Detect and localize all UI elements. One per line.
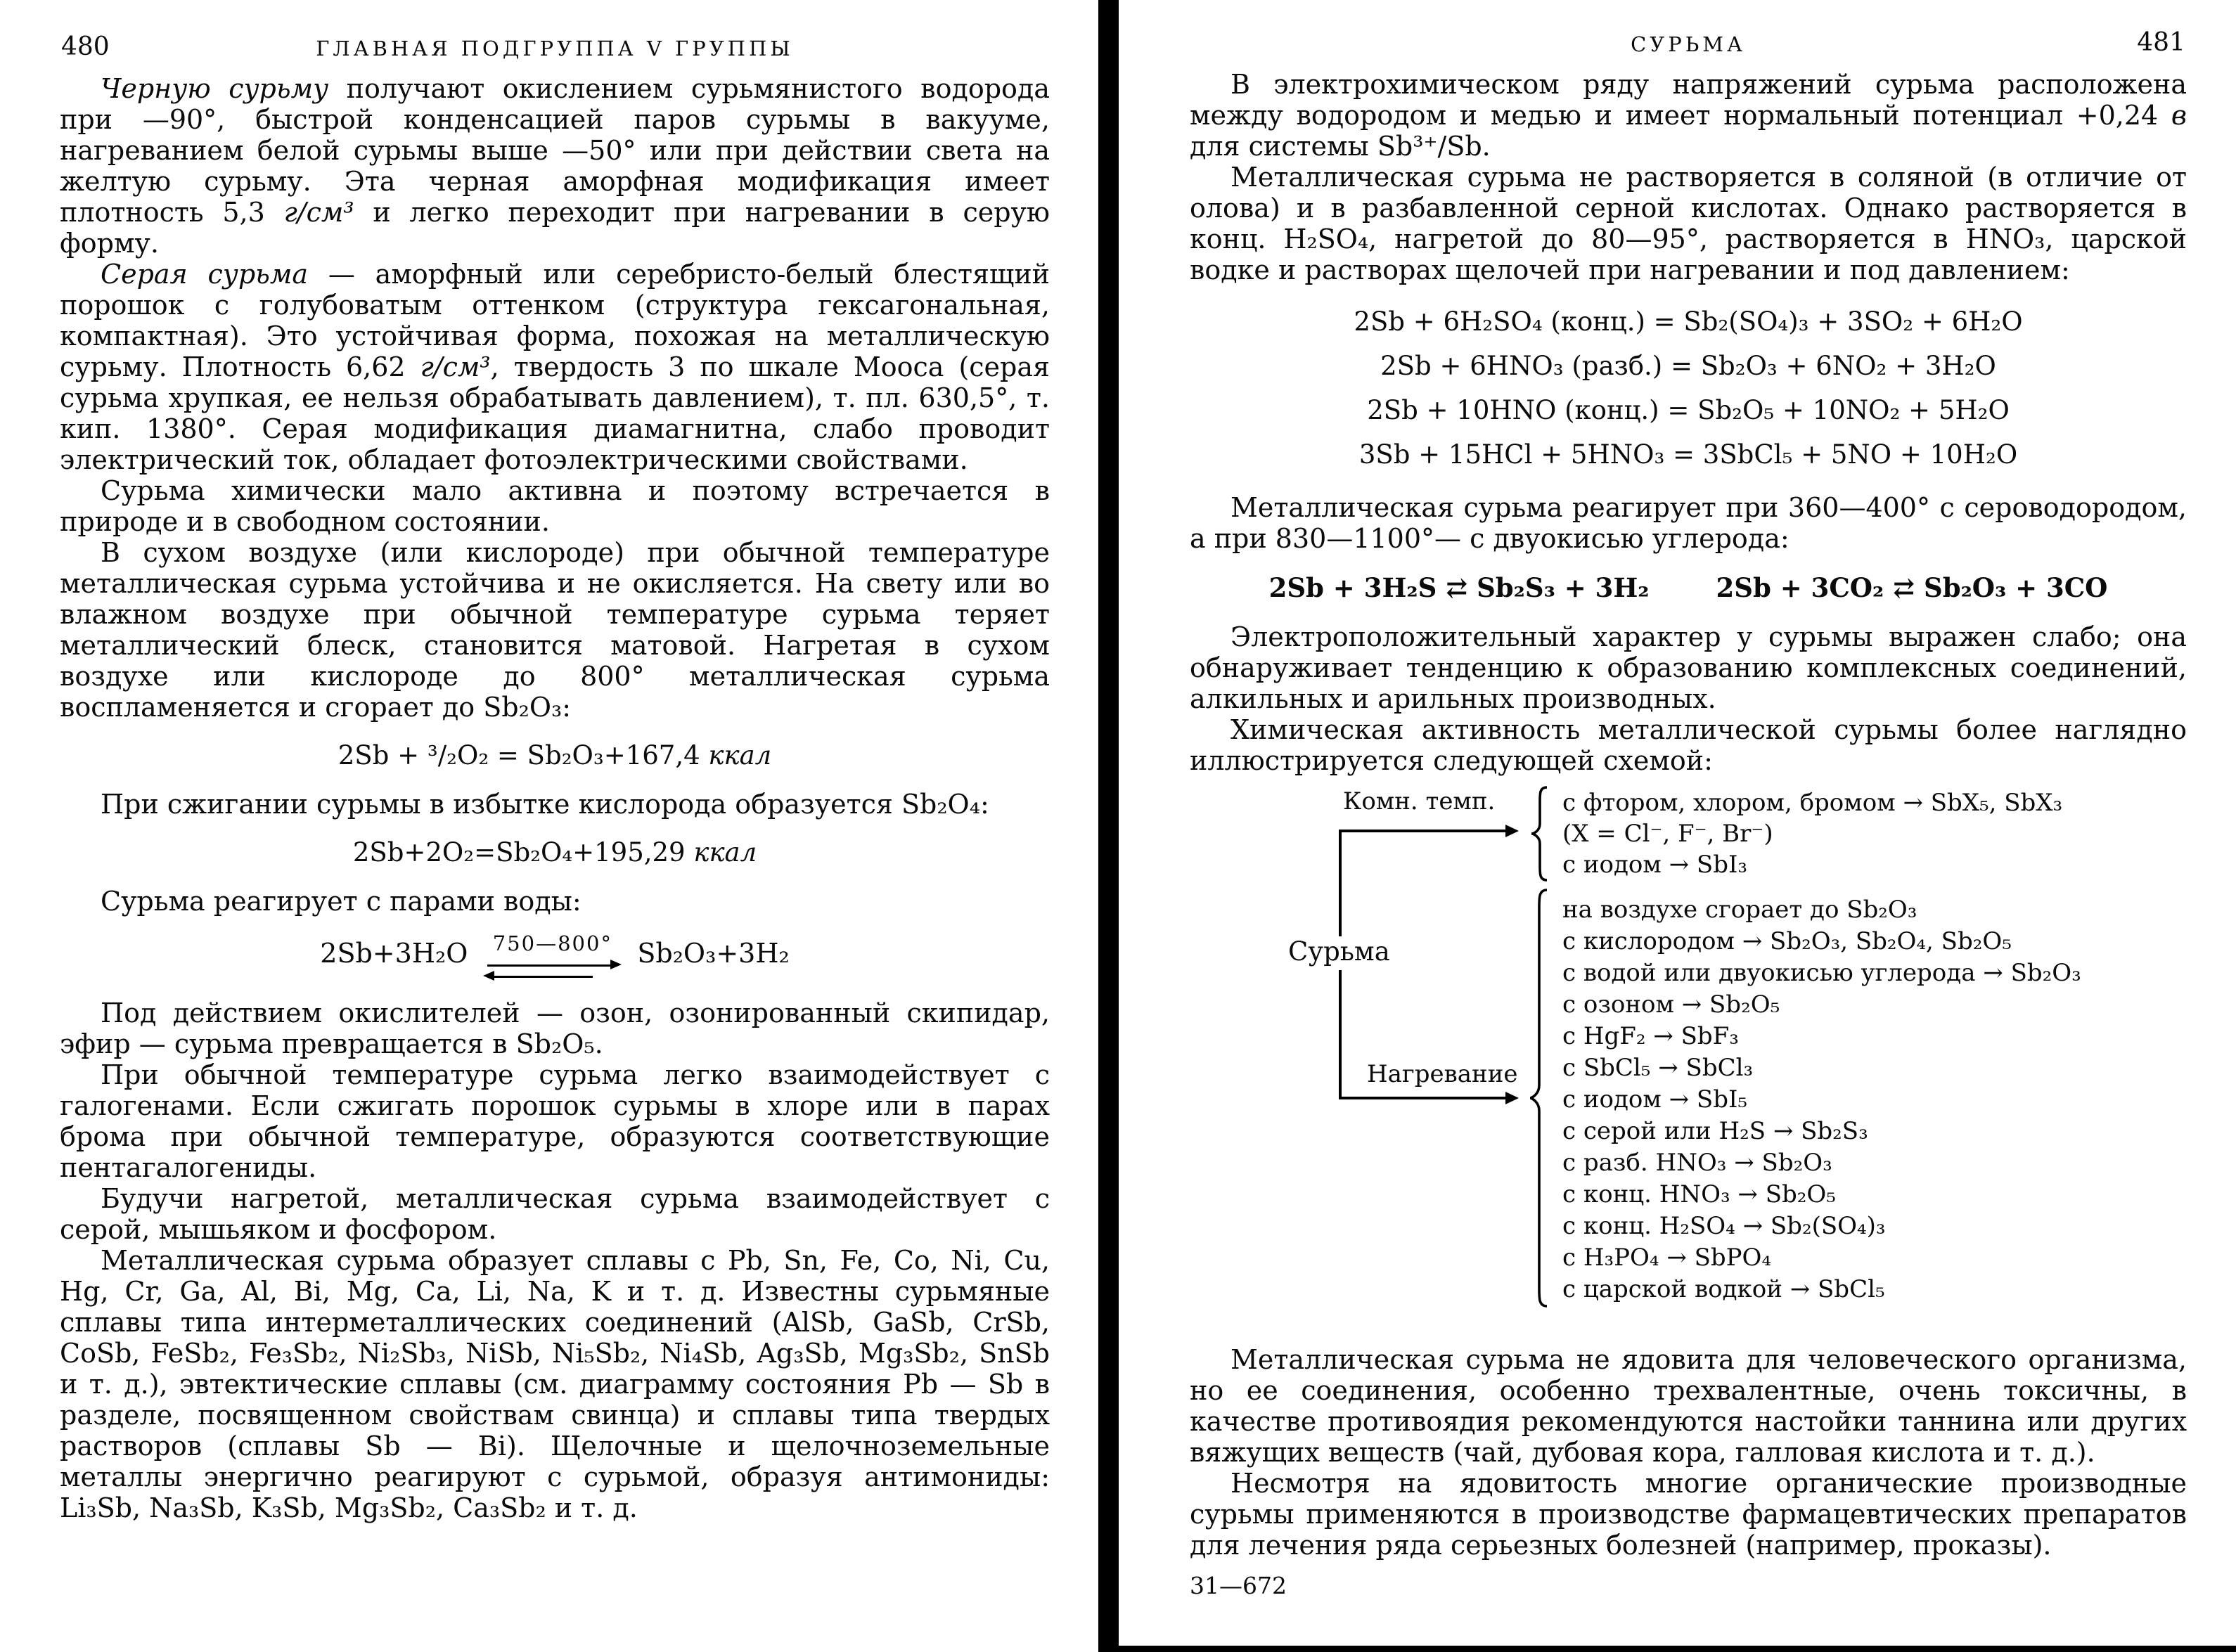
equation-pair [1190,572,2187,603]
text-run: Электроположительный характер у сурьмы выражен слабо; она обнаруживает тенденцию к образованию комплексных соединений, алкильных и арильных производных. [1190,621,2187,714]
paragraph [1190,1468,2187,1561]
temperature-label: 750—800° [492,931,612,955]
schema-substance-label: Сурьма [1288,936,1397,970]
scan-edge-bar [1098,1646,2236,1652]
schema-item: с иодом → SbI₃ [1562,851,1748,879]
reactivity-schema [1190,780,2187,1337]
text-run: При сжигании сурьмы в избытке кислорода образуется Sb₂O₄: [101,789,989,820]
text-run: Будучи нагретой, металлическая сурьма взаимодействует с серой, мышьяком и фосфором. [60,1183,1050,1245]
paragraph [60,1059,1050,1183]
text-run: Сурьма реагирует с парами воды: [101,886,582,917]
schema-item: с H₃PO₄ → SbPO₄ [1562,1244,1772,1272]
schema-branch2-label: Нагревание [1367,1060,1518,1088]
text-run: В электрохимическом ряду напряжений сурьма расположена между водородом и медью и имеет нормальный потенциал +0,24 [1190,69,2187,131]
schema-branch1-items [1562,787,2062,880]
equation-right-side: Sb₂O₃+3H₂ [637,937,790,969]
schema-item: с фтором, хлором, бромом → SbX₅, SbX₃ [1562,789,2063,817]
left-page-body [60,73,1050,1523]
paragraph [60,259,1050,475]
equation-line: 2Sb + 6HNO₃ (разб.) = Sb₂O₃ + 6NO₂ + 3H₂O [1380,351,1996,381]
schema-item: с HgF₂ → SbF₃ [1562,1022,1739,1050]
italic-run: ккал [693,837,757,867]
text-run: Химическая активность металлической сурьмы более наглядно иллюстрируется следующей схемой: [1190,714,2187,776]
text-run: для системы Sb³⁺/Sb. [1190,131,1491,162]
paragraph [60,789,1050,820]
paragraph [1190,492,2187,554]
arrow-left-icon [487,976,593,978]
paragraph [60,537,1050,723]
italic-run: ккал [708,740,772,770]
text-run: Несмотря на ядовитость многие органические производные сурьмы применяются в производстве фармацевтических препаратов для лечения ряда серьезных болезней (например, проказы). [1190,1468,2187,1561]
paragraph [1190,162,2187,285]
schema-branch2-items [1562,894,2081,1305]
brace-icon [1529,785,1550,883]
left-page-header [60,30,1050,73]
schema-item: с конц. HNO₃ → Sb₂O₅ [1562,1180,1836,1208]
paragraph [1190,1344,2187,1468]
running-title: СУРЬМА [1631,32,1746,56]
text-run: В сухом воздухе (или кислороде) при обычной температуре металлическая сурьма устойчива и не окисляется. На свету или во влажном воздухе при обычной температуре сурьма теряет металлический блеск, становится матовой. Нагретая в сухом воздухе или кислороде до 800° металлическая сурьма воспламеняется и сгорает до Sb₂O₃: [60,537,1050,723]
running-title: ГЛАВНАЯ ПОДГРУППА V ГРУППЫ [316,37,794,60]
schema-item: с разб. HNO₃ → Sb₂O₃ [1562,1149,1832,1177]
arrow-right-icon [487,964,617,967]
paragraph [1190,621,2187,714]
italic-run: в [2171,100,2187,131]
schema-item: с серой или H₂S → Sb₂S₃ [1562,1117,1868,1145]
schema-item: с царской водкой → SbCl₅ [1562,1275,1885,1303]
binding-shadow-bar [1098,0,1119,1652]
text-run: — аморфный или серебристо-белый блестящий порошок с голубоватым оттенком (структура гексагональная, компактная). Это устойчивая форма, похожая на металлическую сурьму. Плотность 6,62 [60,259,1050,382]
equation [60,740,1050,772]
schema-branch1-label: Комн. темп. [1343,787,1496,815]
paragraph [60,998,1050,1059]
schema-item: (X = Cl⁻, F⁻, Br⁻) [1562,820,1773,848]
equation: 2Sb + 3H₂S ⇄ Sb₂S₃ + 3H₂ [1268,572,1650,603]
schema-item: с водой или двуокисью углерода → Sb₂O₃ [1562,959,2081,987]
paragraph [60,1245,1050,1523]
schema-item: на воздухе сгорает до Sb₂O₃ [1562,896,1917,924]
reversible-arrows [487,928,617,978]
right-page-body [1190,69,2187,1561]
schema-item: с SbCl₅ → SbCl₃ [1562,1054,1754,1082]
text-run: Металлическая сурьма реагирует при 360—400° с сероводородом, а при 830—1100°— с двуокисью углерода: [1190,492,2187,554]
paragraph [60,475,1050,537]
right-page [1190,25,2187,1599]
right-page-header [1190,25,2187,69]
paragraph [1190,714,2187,776]
italic-run: г/см³ [283,197,354,228]
equation-line: 2Sb + 10HNO (конц.) = Sb₂O₅ + 10NO₂ + 5H₂O [1367,395,2010,425]
equation [60,837,1050,869]
schema-item: с кислородом → Sb₂O₃, Sb₂O₄, Sb₂O₅ [1562,927,2012,955]
equation: 2Sb + 3CO₂ ⇄ Sb₂O₃ + 3CO [1716,572,2108,603]
paragraph [60,886,1050,917]
text-run: и легко переходит при нагревании в серую форму. [60,197,1050,259]
text-run: получают окислением сурьмянистого водорода при —90°, быстрой конденсацией паров сурьмы в вакууме, нагреванием белой сурьмы выше —50° или при действии света на желтую сурьму. Эта черная аморфная модификация имеет плотность 5,3 [60,73,1050,228]
text-run: Металлическая сурьма не растворяется в соляной (в отличие от олова) и в разбавленной серной кислотах. Однако растворяется в конц. H₂SO₄, нагретой до 80—95°, растворяется в HNO₃, царской водке и растворах щелочей при нагревании и под давлением: [1190,162,2187,285]
italic-run: Серая сурьма [101,259,309,290]
equation-line: 3Sb + 15HCl + 5HNO₃ = 3SbCl₅ + 5NO + 10H₂O [1358,439,2018,470]
equation-left-side: 2Sb+3H₂O [320,937,468,969]
text-run: , твердость 3 по шкале Мооса (серая сурьма хрупкая, ее нельзя обрабатывать давлением), т. пл. 630,5°, т. кип. 1380°. Серая модификация диамагнитна, слабо проводит электрический ток, обладает фотоэлектрическими свойствами. [60,351,1050,475]
italic-run: Черную сурьму [101,73,329,104]
italic-run: г/см³ [420,351,491,382]
equation-line: 2Sb + 6H₂SO₄ (конц.) = Sb₂(SO₄)₃ + 3SO₂ + 6H₂O [1354,306,2023,337]
text-run: Сурьма химически мало активна и поэтому встречается в природе и в свободном состоянии. [60,475,1050,537]
text-run: Металлическая сурьма не ядовита для человеческого организма, но ее соединения, особенно трехвалентные, очень токсичны, в качестве противоядия рекомендуются настойки таннина или других вяжущих веществ (чай, дубовая кора, галловая кислота и т. д.). [1190,1344,2187,1468]
paragraph [60,1183,1050,1245]
page-number: 481 [2137,28,2185,57]
schema-item: с озоном → Sb₂O₅ [1562,990,1780,1019]
print-signature: 31—672 [1190,1572,1287,1599]
paragraph [60,73,1050,259]
text-run: 2Sb+2O₂=Sb₂O₄+195,29 [352,837,694,867]
schema-item: с иодом → SbI₅ [1562,1085,1748,1114]
text-run: Металлическая сурьма образует сплавы с Pb, Sn, Fe, Co, Ni, Cu, Hg, Cr, Ga, Al, Bi, Mg, Ca, Li, Na, K и т. д. Известны сурьмяные сплавы типа интерметаллических соединений (AlSb, GaSb, CrSb, CoSb, FeSb₂, Fe₃Sb₂, Ni₂Sb₃, NiSb, Ni₅Sb₂, Ni₄Sb, Ag₃Sb, Mg₃Sb₂, SnSb и т. д.), эвтектические сплавы (см. диаграмму состояния Pb — Sb в разделе, посвященном свойствам свинца) и сплавы типа твердых растворов (сплавы Sb — Bi). Щелочные и щелочноземельные металлы энергично реагируют с сурьмой, образуя антимониды: Li₃Sb, Na₃Sb, K₃Sb, Mg₃Sb₂, Ca₃Sb₂ и т. д. [60,1245,1050,1523]
left-page [60,30,1050,1523]
brace-icon [1527,887,1550,1309]
schema-item: с конц. H₂SO₄ → Sb₂(SO₄)₃ [1562,1212,1886,1240]
paragraph [1190,69,2187,162]
equation-group [1190,299,2187,477]
text-run: При обычной температуре сурьма легко взаимодействует с галогенами. Если сжигать порошок сурьмы в хлоре или в парах брома при обычной температуре, образуются соответствующие пентагалогениды. [60,1059,1050,1183]
text-run: 2Sb + ³/₂O₂ = Sb₂O₃+167,4 [338,740,709,770]
branch1-arrow-icon [1339,830,1508,832]
text-run: Под действием окислителей — озон, озонированный скипидар, эфир — сурьма превращается в Sb₂O₅. [60,998,1050,1059]
reversible-equation [60,928,1050,978]
branch2-arrow-icon [1339,1097,1508,1099]
page-number: 480 [61,32,110,61]
